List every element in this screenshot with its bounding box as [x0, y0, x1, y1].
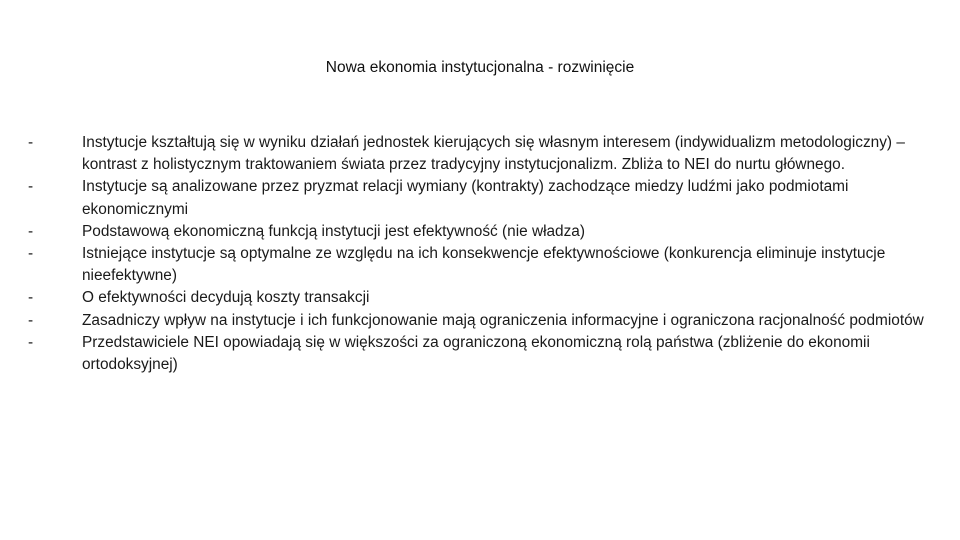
- list-item: [28, 287, 928, 309]
- bullet-text: O efektywności decydują koszty transakcji: [82, 289, 370, 307]
- bullet-text: Istniejące instytucje są optymalne ze względu na ich konsekwencje efektywnościowe (konkurencja eliminuje instytucje nieefektywne): [82, 245, 886, 285]
- bullet-dash: -: [28, 178, 34, 196]
- list-item: [28, 310, 928, 332]
- bullet-text: Zasadniczy wpływ na instytucje i ich funkcjonowanie mają ograniczenia informacyjne i ograniczona racjonalność podmiotów: [82, 311, 924, 329]
- bullet-text: Podstawową ekonomiczną funkcją instytucji jest efektywność (nie władza): [82, 222, 585, 240]
- list-item: [28, 176, 928, 220]
- bullet-dash: -: [28, 222, 34, 240]
- bullet-dash: -: [28, 245, 34, 263]
- bullet-text: Instytucje kształtują się w wyniku działań jednostek kierujących się własnym interesem (indywidualizm metodologiczny) – kontrast z holistycznym traktowaniem świata przez tradycyjny instytucjonalizm. Zbliża to NEI do nurtu głównego.: [82, 134, 905, 174]
- bullet-list: [28, 132, 928, 376]
- list-item: [28, 332, 928, 376]
- bullet-text: Instytucje są analizowane przez pryzmat relacji wymiany (kontrakty) zachodzące miedzy ludźmi jako podmiotami ekonomicznymi: [82, 178, 849, 218]
- bullet-text: Przedstawiciele NEI opowiadają się w większości za ograniczoną ekonomiczną rolą państwa (zbliżenie do ekonomii ortodoksyjnej): [82, 333, 870, 374]
- list-item: [28, 243, 928, 287]
- bullet-dash: -: [28, 311, 34, 329]
- list-item: [28, 221, 928, 243]
- bullet-dash: -: [28, 333, 34, 351]
- bullet-dash: -: [28, 134, 34, 151]
- list-item: [28, 132, 928, 176]
- slide-title: Nowa ekonomia instytucjonalna - rozwinięcie: [325, 59, 635, 76]
- bullet-dash: -: [28, 289, 34, 307]
